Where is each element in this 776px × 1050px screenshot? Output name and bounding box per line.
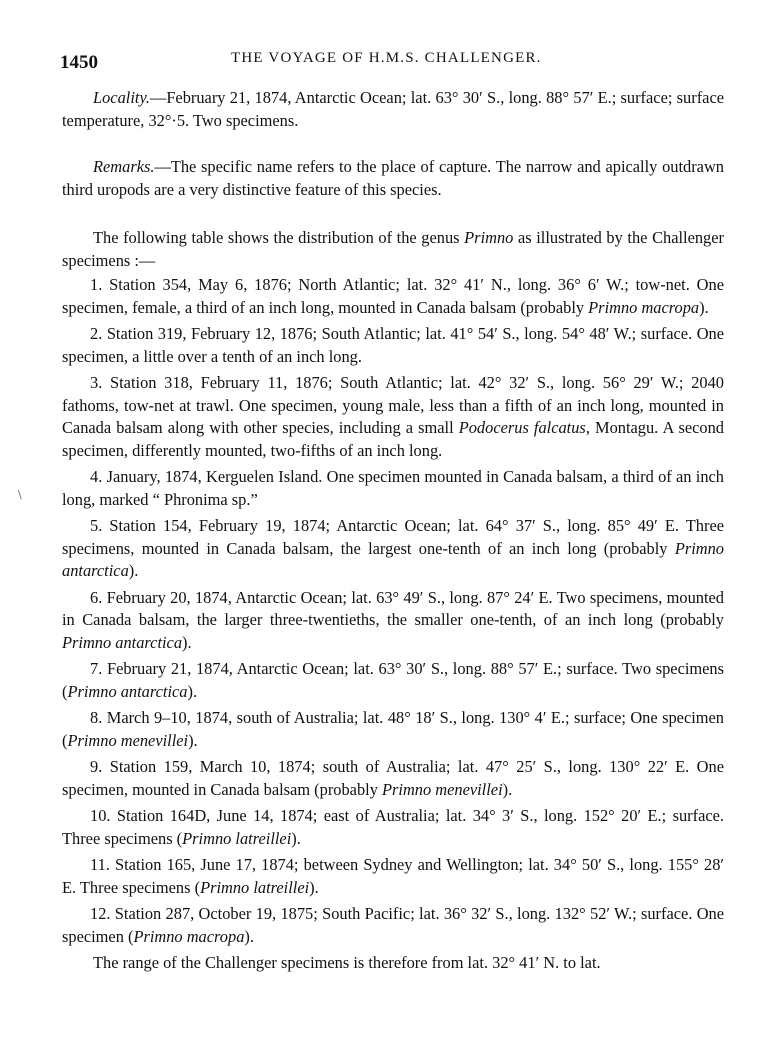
page-number: 1450	[60, 52, 98, 73]
running-title: THE VOYAGE OF H.M.S. CHALLENGER.	[231, 50, 542, 66]
list-item: 1. Station 354, May 6, 1876; North Atlantic; lat. 32° 41′ N., long. 36° 6′ W.; tow-net. One specimen, female, a third of an inch long, mounted in Canada balsam (probably Primno macropa).	[62, 275, 724, 317]
intro-before: The following table shows the distribution of the genus	[93, 228, 465, 247]
list-item: 9. Station 159, March 10, 1874; south of Australia; lat. 47° 25′ S., long. 130° 22′ E. One specimen, mounted in Canada balsam (probably Primno menevillei).	[62, 757, 724, 799]
list-item: 10. Station 164D, June 14, 1874; east of Australia; lat. 34° 3′ S., long. 152° 20′ E.; surface. Three specimens (Primno latreillei).	[62, 806, 724, 848]
locality-label: Locality.	[93, 88, 150, 107]
closing-paragraph: The range of the Challenger specimens is therefore from lat. 32° 41′ N. to lat.	[93, 953, 601, 972]
list-item: 3. Station 318, February 11, 1876; South Atlantic; lat. 42° 32′ S., long. 56° 29′ W.; 2040 fathoms, tow-net at trawl. One specimen, young male, less than a fifth of an inch long, mounted in Canada balsam along with other species, including a small Podocerus falcatus, Montagu. A second specimen, differently mounted, two-fifths of an inch long.	[62, 373, 724, 460]
intro-genus: Primno	[464, 228, 514, 247]
locality-text: —February 21, 1874, Antarctic Ocean; lat. 63° 30′ S., long. 88° 57′ E.; surface; surface temperature, 32°·5. Two specimens.	[62, 88, 724, 130]
list-item: 4. January, 1874, Kerguelen Island. One specimen mounted in Canada balsam, a third of an inch long, marked “ Phronima sp.”	[62, 467, 724, 509]
intro-paragraph	[62, 227, 724, 272]
list-item: 5. Station 154, February 19, 1874; Antarctic Ocean; lat. 64° 37′ S., long. 85° 49′ E. Three specimens, mounted in Canada balsam, the largest one-tenth of an inch long (probably Primno antarctica).	[62, 516, 724, 580]
list-item: 2. Station 319, February 12, 1876; South Atlantic; lat. 41° 54′ S., long. 54° 48′ W.; surface. One specimen, a little over a tenth of an inch long.	[62, 324, 724, 366]
remarks-label: Remarks.	[93, 157, 155, 176]
margin-mark: \	[18, 488, 22, 501]
intro-after: as illustrated by the Challenger specimens :—	[62, 228, 724, 270]
distribution-section	[62, 227, 724, 975]
list-item: 11. Station 165, June 17, 1874; between Sydney and Wellington; lat. 34° 50′ S., long. 155° 28′ E. Three specimens (Primno latreillei).	[62, 855, 724, 897]
list-item: 8. March 9–10, 1874, south of Australia; lat. 48° 18′ S., long. 130° 4′ E.; surface; One specimen (Primno menevillei).	[62, 708, 724, 750]
list-item: 7. February 21, 1874, Antarctic Ocean; lat. 63° 30′ S., long. 88° 57′ E.; surface. Two specimens (Primno antarctica).	[62, 659, 724, 701]
list-item: 12. Station 287, October 19, 1875; South Pacific; lat. 36° 32′ S., long. 132° 52′ W.; surface. One specimen (Primno macropa).	[62, 904, 724, 946]
locality-paragraph	[62, 87, 724, 132]
remarks-text: —The specific name refers to the place of capture. The narrow and apically outdrawn third uropods are a very distinctive feature of this species.	[62, 157, 724, 199]
list-item: 6. February 20, 1874, Antarctic Ocean; lat. 63° 49′ S., long. 87° 24′ E. Two specimens, mounted in Canada balsam, the larger three-twentieths, the smaller one-tenth, of an inch long (probably Primno antarctica).	[62, 587, 724, 652]
page-header	[0, 44, 776, 74]
remarks-paragraph	[62, 156, 724, 201]
